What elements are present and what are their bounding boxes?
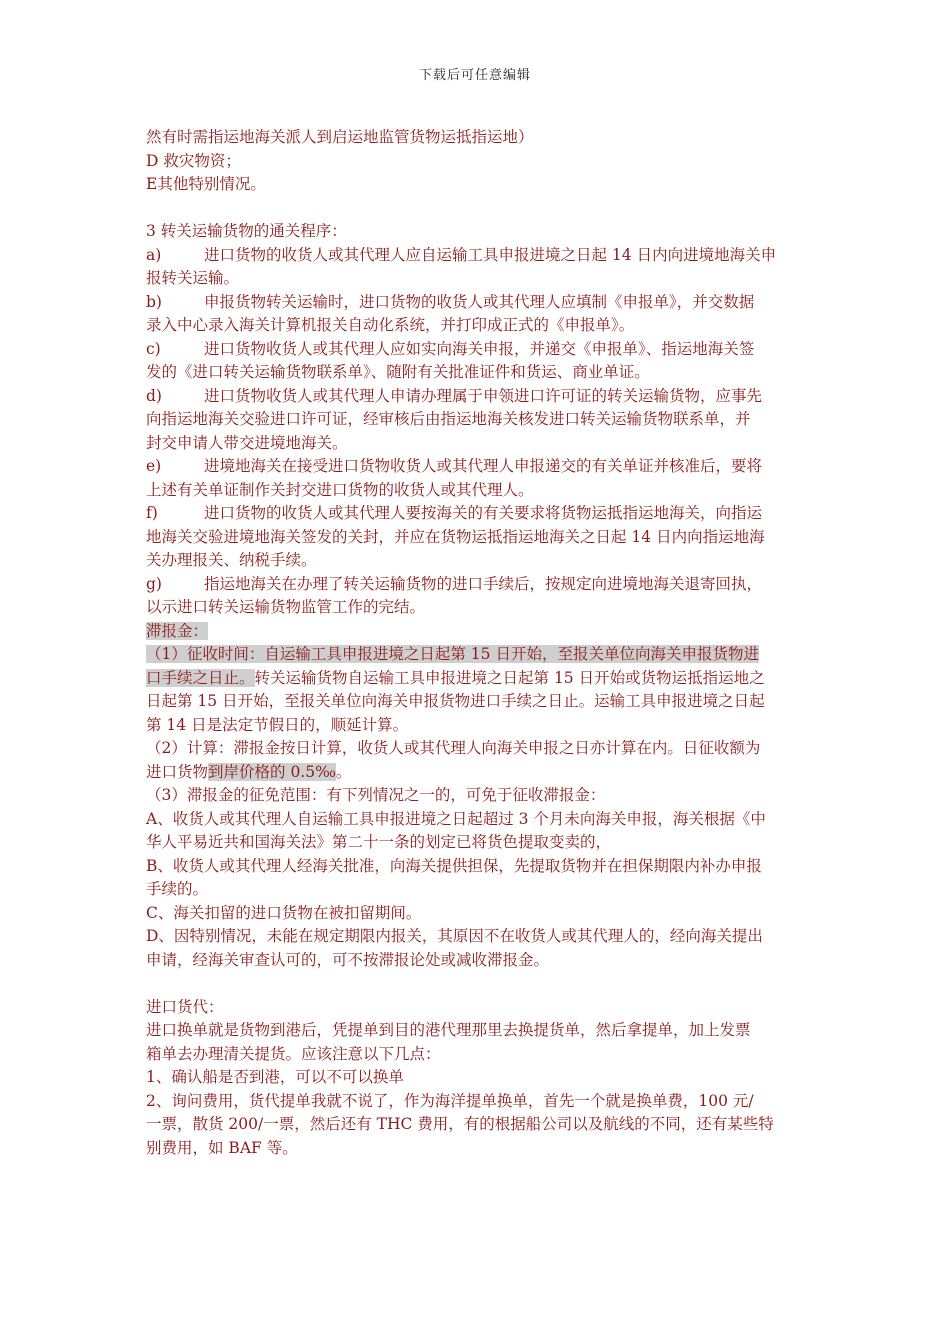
procedure-item-text: 进境地海关在接受进口货物收货人或其代理人申报递交的有关单证并核准后，要将 <box>204 457 763 475</box>
procedure-item-continuation: 关办理报关、纳税手续。 <box>146 551 317 569</box>
late-fee-p3-line: B、收货人或其代理人经海关批准，向海关提供担保，先提取货物并在担保期限内补办申报 <box>146 856 762 875</box>
procedure-item <box>146 338 812 362</box>
procedure-item <box>146 291 812 315</box>
agent-line: 一票，散货 200/一票，然后还有 THC 费用，有的根据船公司以及航线的不同，还有某些特 <box>146 1115 774 1133</box>
procedure-item-label: e) <box>146 457 162 475</box>
procedure-item <box>146 502 812 526</box>
procedure-item-continuation: 录入中心录入海关计算机报关自动化系统，并打印成正式的《申报单》。 <box>146 316 635 334</box>
procedure-item-text: 进口货物收货人或其代理人申请办理属于申领进口许可证的转关运输货物，应事先 <box>204 386 763 405</box>
procedure-list <box>146 244 812 620</box>
procedure-item <box>146 244 812 268</box>
agent-line: 别费用，如 BAF 等。 <box>146 1138 298 1157</box>
late-fee-p1-line: 第 14 日是法定节假日的，顺延计算。 <box>146 715 409 734</box>
late-fee-p3-line: D、因特别情况，未能在规定期限内报关，其原因不在收货人或其代理人的，经向海关提出 <box>146 927 763 945</box>
agent-line: 2、询问费用，货代提单我就不说了，作为海洋提单换单，首先一个就是换单费，100 元/ <box>146 1091 754 1110</box>
procedure-item-continuation: 封交申请人带交进境地海关。 <box>146 433 348 452</box>
procedure-item-continuation: 报转关运输。 <box>146 269 240 287</box>
late-fee-p3-line: C、海关扣留的进口货物在被扣留期间。 <box>146 903 422 922</box>
agent-heading: 进口货代： <box>146 997 224 1016</box>
procedure-item-text: 指运地海关在办理了转关运输货物的进口手续后，按规定向进境地海关退寄回执， <box>204 574 763 593</box>
agent-line: 进口换单就是货物到港后，凭提单到目的港代理那里去换提货单，然后拿提单，加上发票 <box>146 1021 751 1039</box>
procedure-item-label: f) <box>146 504 158 522</box>
late-fee-p2-line: （2）计算：滞报金按日计算，收货人或其代理人向海关申报之日亦计算在内。日征收额为 <box>146 739 761 757</box>
procedure-item-continuation: 以示进口转关运输货物监管工作的完结。 <box>146 598 426 616</box>
late-fee-heading <box>146 620 812 644</box>
blank-line <box>146 197 812 221</box>
late-fee-p1-line: 日起第 15 日开始，至报关单位向海关申报货物进口手续之日止。运输工具申报进境之日起 <box>146 692 765 710</box>
intro-line: E其他特别情况。 <box>146 175 266 193</box>
late-fee-p3-line: 华人平易近共和国海关法》第二十一条的划定已将货色提取变卖的， <box>146 833 612 851</box>
procedure-item-label: c) <box>146 339 161 358</box>
late-fee-p3-line: 手续的。 <box>146 880 209 898</box>
page-header: 下载后可任意编辑 <box>418 68 531 83</box>
paragraph-text: 。 <box>335 762 352 781</box>
late-fee-heading-text: 滞报金： <box>146 621 209 640</box>
procedure-item-text: 进口货物收货人或其代理人应如实向海关申报，并递交《申报单》、指运地海关签 <box>204 339 755 358</box>
procedure-item-continuation: 发的《进口转关运输货物联系单》、随附有关批准证件和货运、商业单证。 <box>146 363 650 381</box>
procedure-item-continuation: 向指运地海关交验进口许可证，经审核后由指运地海关核发进口转关运输货物联系单，并 <box>146 410 751 428</box>
document-body <box>146 126 812 1160</box>
intro-line: D 救灾物资； <box>146 151 241 170</box>
paragraph-text: 进口货物 <box>146 762 209 781</box>
procedure-item-continuation: 地海关交验进境地海关签发的关封，并应在货物运抵指运地海关之日起 14 日内向指运地海 <box>146 527 765 546</box>
agent-line: 箱单去办理清关提货。应该注意以下几点： <box>146 1044 441 1063</box>
late-fee-p2-line <box>146 761 812 785</box>
procedure-item-text: 申报货物转关运输时，进口货物的收货人或其代理人应填制《申报单》，并交数据 <box>204 292 755 311</box>
procedure-item <box>146 455 812 479</box>
procedure-item-label: d) <box>146 386 162 405</box>
procedure-item <box>146 385 812 409</box>
late-fee-p3-line: （3）滞报金的征免范围：有下列情况之一的，可免于征收滞报金： <box>146 786 606 804</box>
late-fee-p1-line <box>146 643 812 667</box>
procedure-heading: 3 转关运输货物的通关程序： <box>146 222 347 240</box>
procedure-item-label: g) <box>146 574 162 593</box>
blank-line <box>146 972 812 996</box>
procedure-item <box>146 573 812 597</box>
procedure-item-label: b) <box>146 292 162 311</box>
late-fee-p1-line <box>146 667 812 691</box>
procedure-item-text: 进口货物的收货人或其代理人应自运输工具申报进境之日起 14 日内向进境地海关申 <box>204 245 777 264</box>
highlighted-text: 到岸价格的 0.5‰ <box>208 762 336 781</box>
paragraph-text: 转关运输货物自运输工具申报进境之日起第 15 日开始或货物运抵指运地之 <box>254 668 765 687</box>
intro-line: 然有时需指运地海关派人到启运地监管货物运抵指运地） <box>146 128 534 146</box>
procedure-item-label: a) <box>146 245 162 264</box>
late-fee-p3-line: A、收货人或其代理人自运输工具申报进境之日起超过 3 个月未向海关申报，海关根据《中 <box>146 809 766 828</box>
agent-line: 1、确认船是否到港，可以不可以换单 <box>146 1068 404 1086</box>
highlighted-text: 口手续之日止。 <box>146 668 255 687</box>
late-fee-p3-line: 申请，经海关审查认可的，可不按滞报论处或减收滞报金。 <box>146 950 550 969</box>
procedure-item-continuation: 上述有关单证制作关封交进口货物的收货人或其代理人。 <box>146 480 534 499</box>
procedure-item-text: 进口货物的收货人或其代理人要按海关的有关要求将货物运抵指运地海关，向指运 <box>204 504 763 522</box>
highlighted-text: （1）征收时间：自运输工具申报进境之日起第 15 日开始，至报关单位向海关申报货物进 <box>146 645 759 663</box>
